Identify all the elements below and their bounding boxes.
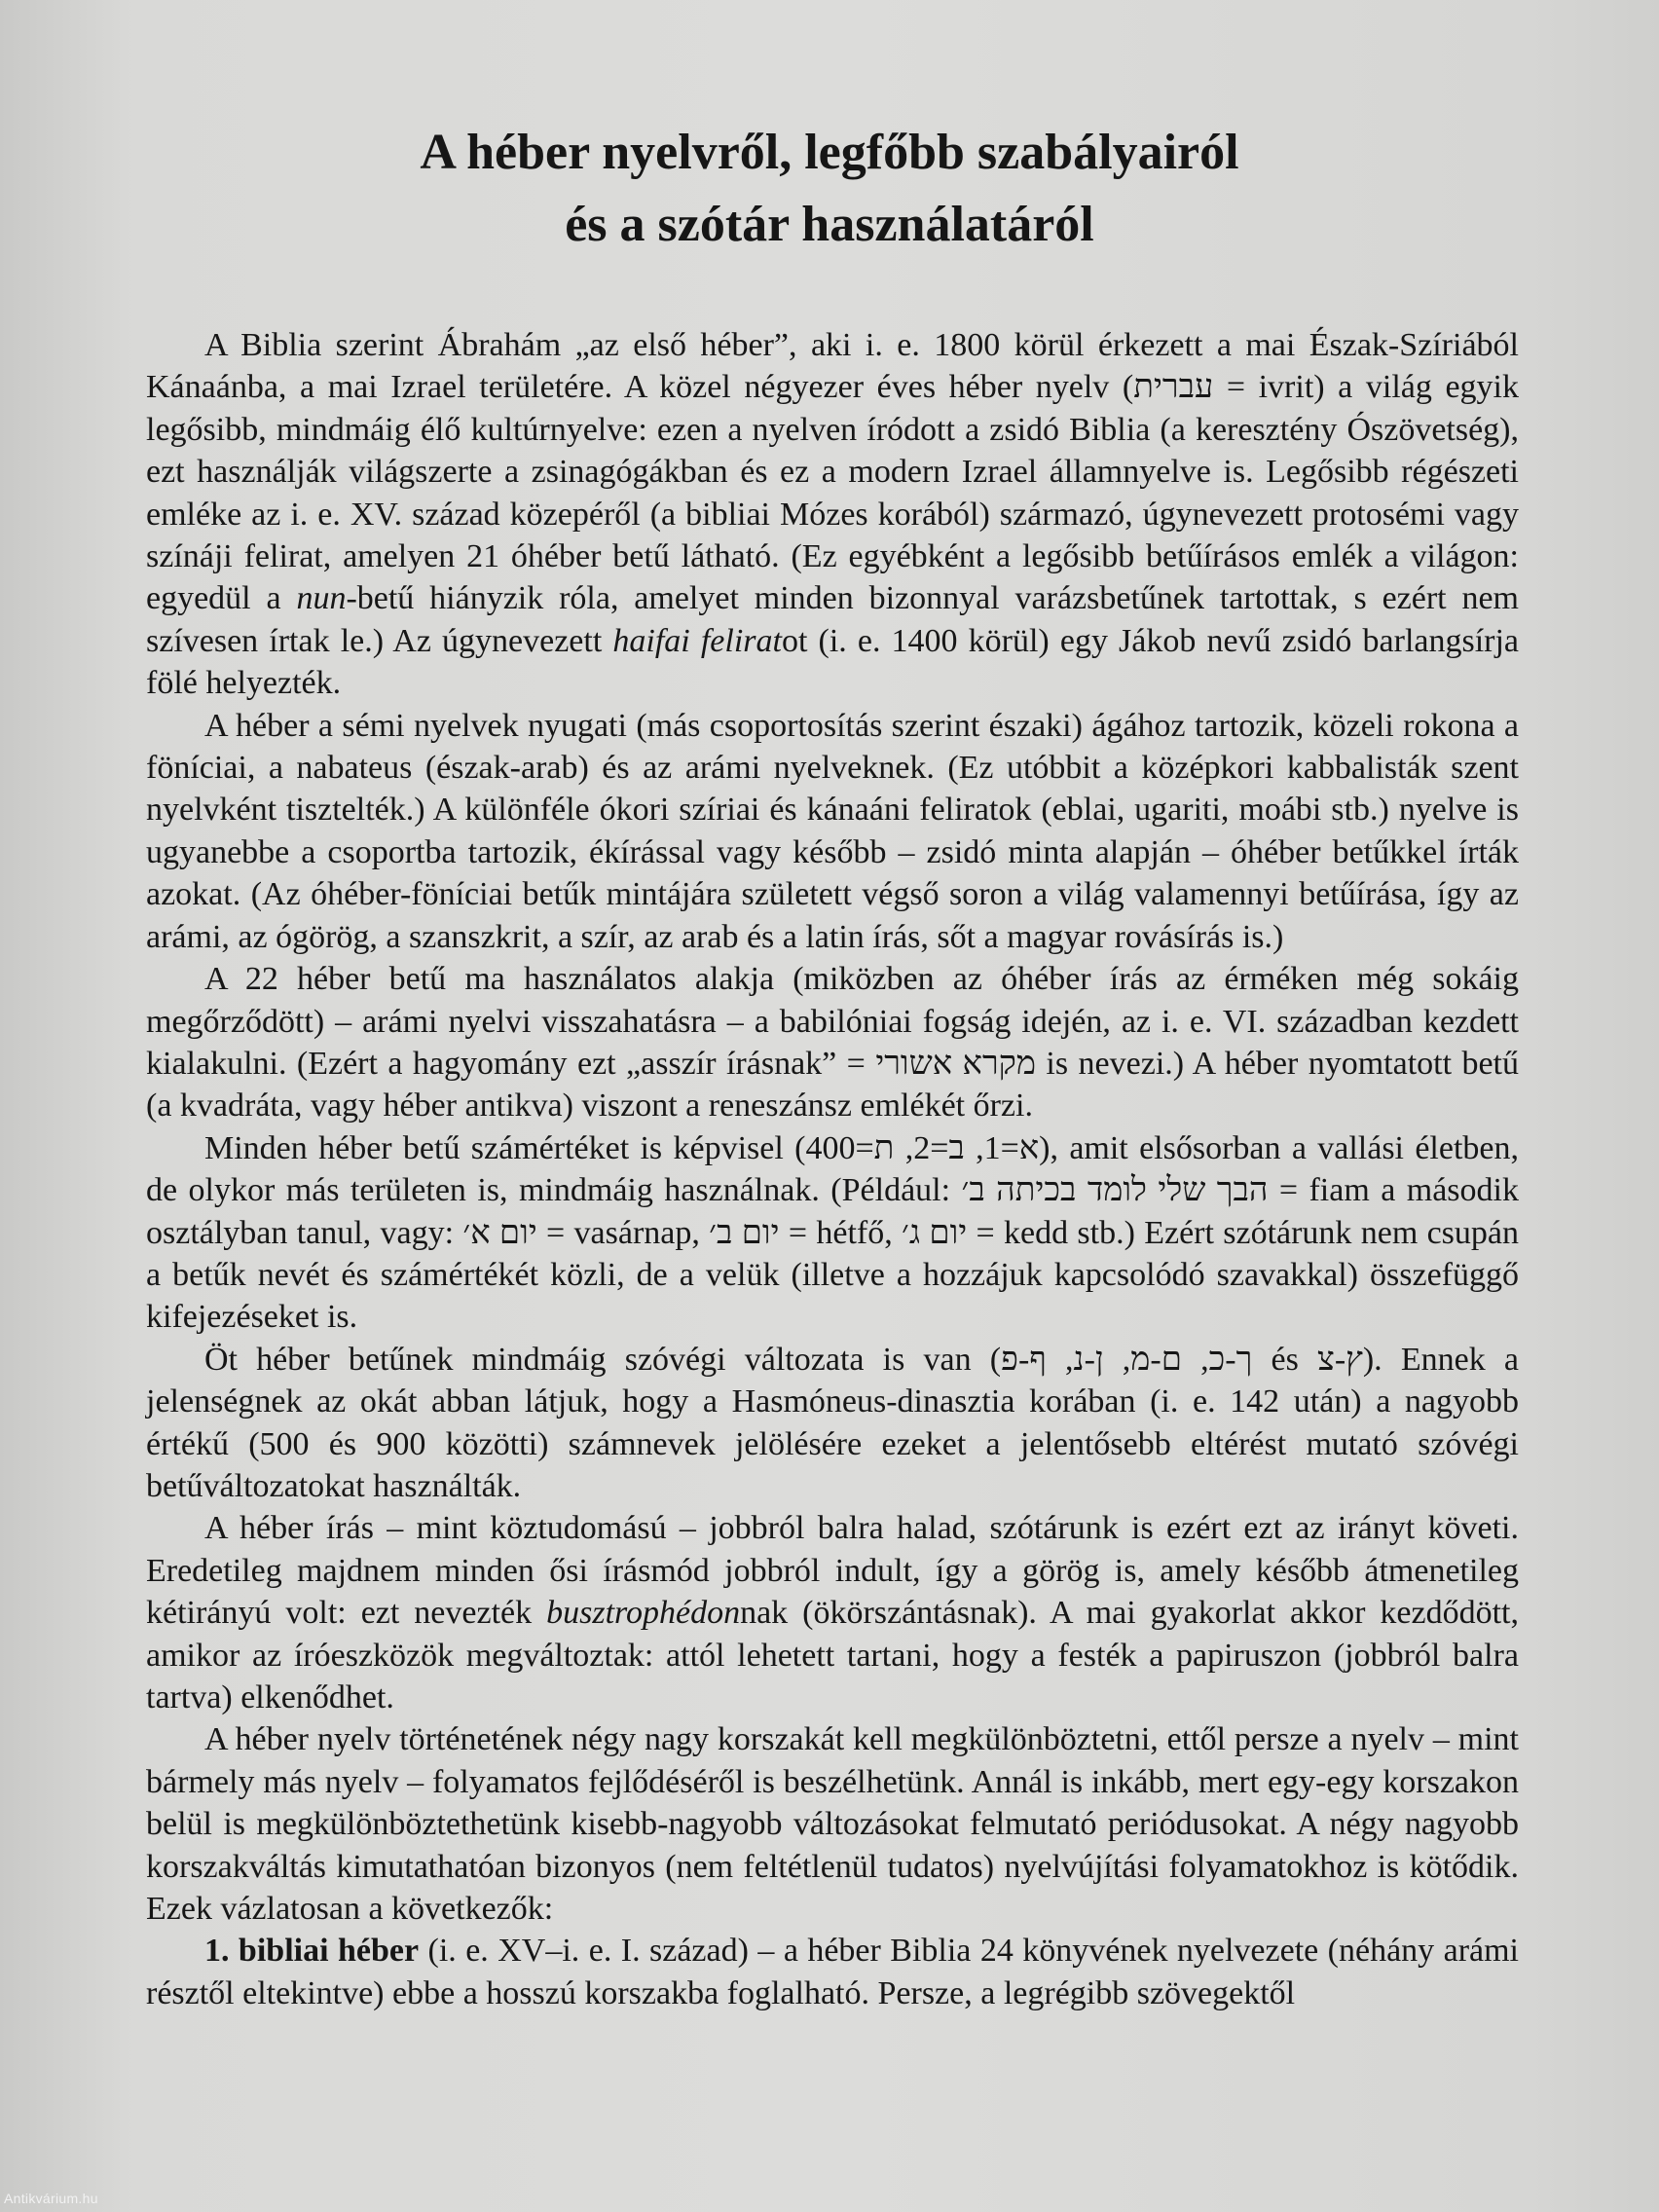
paragraph-5: Öt héber betűnek mindmáig szóvégi változata is van (ך-כ, ם-מ, ן-נ, ף-פ és ץ-צ). Ennek a jelenségnek az okát abban látjuk, hogy a Hasmóneus-dinasztia korában (i. e. 142 után) a nagyobb értékű (500 és 900 közötti) számnevek jelölésére ezeket a jelentősebb eltérést mutató szóvégi betűváltozatokat használták.	[146, 1341, 1519, 1504]
watermark: Antikvárium.hu	[4, 2191, 98, 2206]
body-text	[146, 324, 1519, 2014]
page-title	[0, 117, 1659, 261]
section-heading-biblical-hebrew: 1. bibliai héber	[204, 1933, 420, 1970]
paragraph-3: A 22 héber betű ma használatos alakja (miközben az óhéber írás az érméken még sokáig megőrződött) – arámi nyelvi visszahatásra – a babilóniai fogság idején, az i. e. VI. században kezdett kialakulni. (Ezért a hagyomány ezt „asszír írásnak” = מקרא אשורי is nevezi.) A héber nyomtatott betű (a kvadráta, vagy héber antikva) viszont a reneszánsz emlékét őrzi.	[146, 961, 1520, 1124]
paragraph-8: 1. bibliai héber (i. e. XV–i. e. I. század) – a héber Biblia 24 könyvének nyelvezete (néhány arámi résztől eltekintve) ebbe a hosszú korszakba foglalható. Persze, a legrégibb szövegektől	[146, 1933, 1520, 2011]
paragraph-4: Minden héber betű számértéket is képvisel (א=1, ב=2, ת=400), amit elsősorban a vallási életben, de olykor más területen is, mindmáig használnak. (Például: הבך שלי לומד בכיתה ב׳ = fiam a második osztályban tanul, vagy: יום א׳ = vasárnap, יום ב׳ = hétfő, יום ג׳ = kedd stb.) Ezért szótárunk nem csupán a betűk nevét és számértékét közli, de a velük (illetve a hozzájuk kapcsolódó szavakkal) összefüggő kifejezéseket is.	[146, 1129, 1519, 1336]
paragraph-7: A héber nyelv történetének négy nagy korszakát kell megkülönböztetni, ettől persze a nyelv – mint bármely más nyelv – folyamatos fejlődéséről is beszélhetünk. Annál is inkább, mert egy-egy korszakon belül is megkülönböztethetünk kisebb-nagyobb változásokat felmutató periódusokat. A négy nagyobb korszakváltás kimutathatóan bizonyos (nem feltétlenül tudatos) nyelvújítási folyamatokhoz is kötődik. Ezek vázlatosan a következők:	[146, 1721, 1519, 1928]
title-line-2: és a szótár használatáról	[565, 197, 1094, 252]
paragraph-2: A héber a sémi nyelvek nyugati (más csoportosítás szerint északi) ágához tartozik, közeli rokona a föníciai, a nabateus (észak-arab) és az arámi nyelveknek. (Ez utóbbit a középkori kabbalisták szent nyelvként tisztelték.) A különféle ókori szíriai és kánaáni feliratok (eblai, ugariti, moábi stb.) nyelve is ugyanebbe a csoportba tartozik, ékírással vagy később – zsidó minta alapján – óhéber betűkkel írták azokat. (Az óhéber-föníciai betűk mintájára született végső soron a világ valamennyi betűírása, így az arámi, az ógörög, a szanszkrit, a szír, az arab és a latin írás, sőt a magyar rovásírás is.)	[146, 707, 1519, 955]
title-line-1: A héber nyelvről, legfőbb szabályairól	[420, 125, 1239, 180]
paragraph-1: A Biblia szerint Ábrahám „az első héber”, aki i. e. 1800 körül érkezett a mai Észak-Szíriából Kánaánba, a mai Izrael területére. A közel négyezer éves héber nyelv (עברית = ivrit) a világ egyik legősibb, mindmáig élő kultúrnyelve: ezen a nyelven íródott a zsidó Biblia (a keresztény Ószövetség), ezt használják világszerte a zsinagógákban és ez a modern Izrael államnyelve is. Legősibb régészeti emléke az i. e. XV. század közepéről (a bibliai Mózes korából) származó, úgynevezett protosémi vagy színáji felirat, amelyen 21 óhéber betű látható. (Ez egyébként a legősibb betűírásos emlék a világon: egyedül a nun-betű hiányzik róla, amelyet minden bizonnyal varázsbetűnek tartottak, s ezért nem szívesen írtak le.) Az úgynevezett haifai feliratot (i. e. 1400 körül) egy Jákob nevű zsidó barlangsírja fölé helyezték.	[146, 327, 1520, 702]
paragraph-6: A héber írás – mint köztudomású – jobbról balra halad, szótárunk is ezért ezt az irányt követi. Eredetileg majdnem minden ősi írásmód jobbról indult, így a görög is, amely később átmenetileg kétirányú volt: ezt nevezték busztrophédonnak (ökörszántásnak). A mai gyakorlat akkor kezdődött, amikor az íróeszközök megváltoztak: attól lehetett tartani, hogy a festék a papiruszon (jobbról balra tartva) elkenődhet.	[146, 1510, 1519, 1715]
